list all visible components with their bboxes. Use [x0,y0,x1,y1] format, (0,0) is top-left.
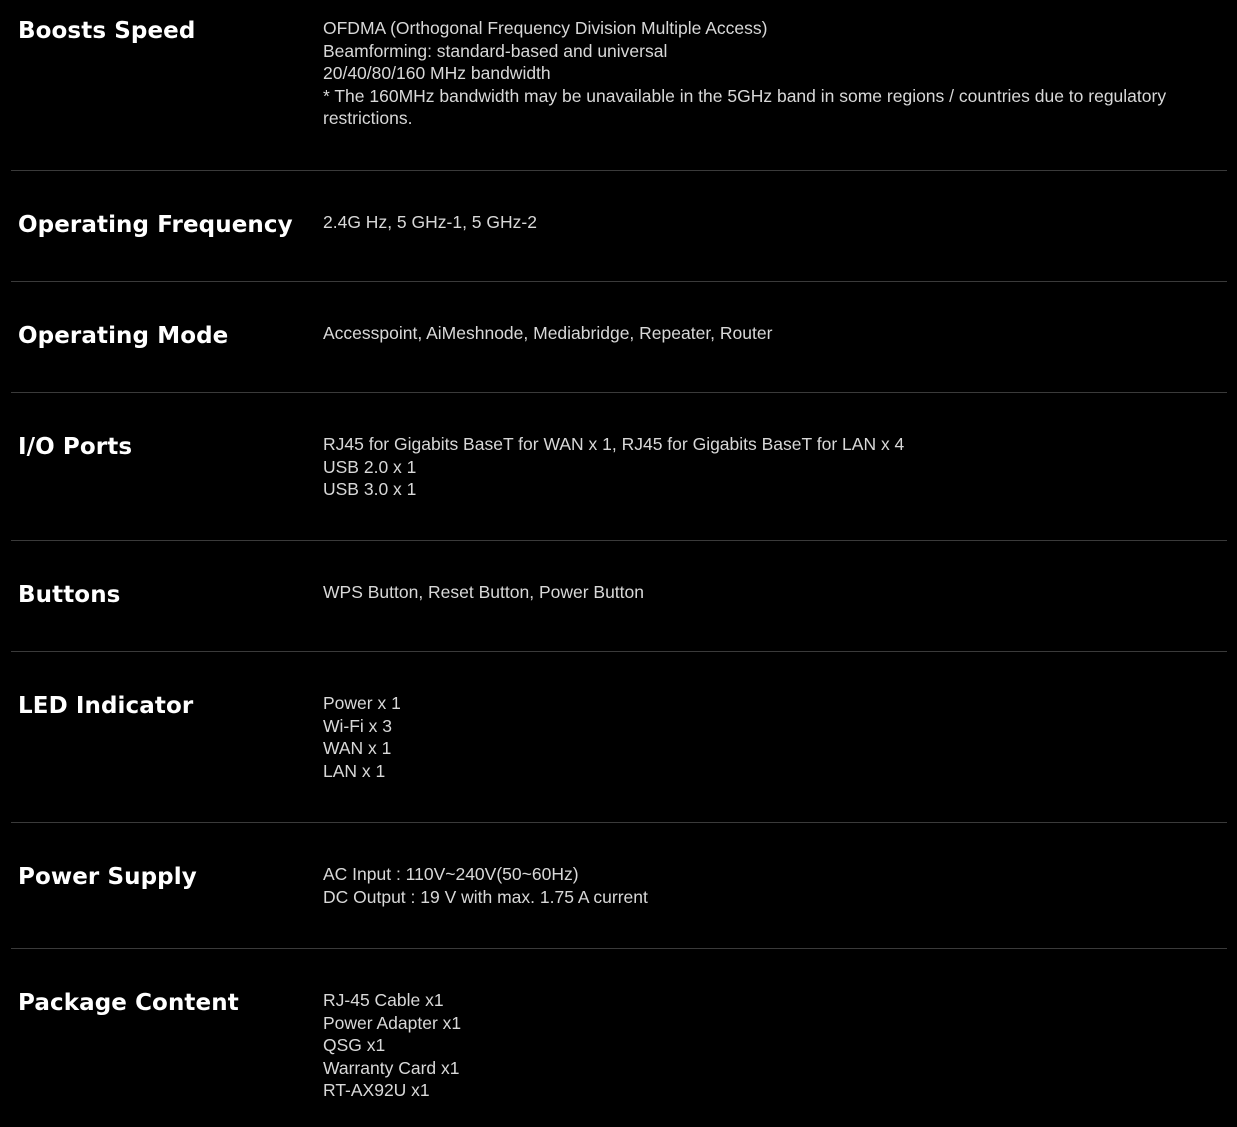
spec-value: 20/40/80/160 MHz bandwidth [323,63,551,83]
spec-value: RJ45 for Gigabits BaseT for WAN x 1, RJ45 for Gigabits BaseT for LAN x 4 [323,434,905,454]
spec-row-package-content [11,989,1227,1114]
spec-values [323,17,1213,130]
spec-value: WAN x 1 [323,738,392,758]
spec-value: RT-AX92U x1 [323,1080,430,1100]
spec-value: * The 160MHz bandwidth may be unavailable in the 5GHz band in some regions / countries due to regulatory restrictions. [323,85,1167,128]
spec-label: LED Indicator [18,693,194,719]
spec-values [323,211,1213,234]
spec-value: WPS Button, Reset Button, Power Button [323,582,644,602]
spec-label: Operating Mode [18,323,229,349]
spec-label: Boosts Speed [18,18,196,44]
spec-value: USB 3.0 x 1 [323,479,417,499]
spec-values [323,322,1213,345]
spec-value: Power x 1 [323,693,401,713]
row-divider [11,540,1227,541]
spec-label: Operating Frequency [18,212,293,238]
row-divider [11,822,1227,823]
spec-value: Power Adapter x1 [323,1012,462,1033]
spec-label: Buttons [18,582,121,608]
spec-row-buttons [11,581,1227,641]
spec-value: Warranty Card x1 [323,1057,460,1078]
row-divider [11,392,1227,393]
row-divider [11,948,1227,949]
spec-value: Wi-Fi x 3 [323,715,393,736]
row-divider [11,170,1227,171]
spec-row-power-supply [11,863,1227,938]
spec-value: OFDMA (Orthogonal Frequency Division Multiple Access) [323,18,768,38]
spec-value: 2.4G Hz, 5 GHz-1, 5 GHz-2 [323,212,537,232]
spec-values [323,863,1213,908]
spec-row-io-ports [11,433,1227,533]
spec-values [323,581,1213,604]
spec-value: USB 2.0 x 1 [323,456,417,477]
spec-value: LAN x 1 [323,760,386,781]
spec-values [323,989,1213,1102]
spec-value: QSG x1 [323,1035,386,1055]
spec-label: I/O Ports [18,434,133,460]
spec-value: RJ-45 Cable x1 [323,990,444,1010]
spec-values [323,433,1213,501]
row-divider [11,651,1227,652]
spec-value: AC Input : 110V~240V(50~60Hz) [323,864,579,884]
spec-row-boosts-speed [11,17,1227,167]
spec-row-operating-mode [11,322,1227,382]
spec-row-led-indicator [11,692,1227,812]
spec-label: Power Supply [18,864,197,890]
spec-value: Accesspoint, AiMeshnode, Mediabridge, Repeater, Router [323,323,773,343]
row-divider [11,281,1227,282]
spec-label: Package Content [18,990,239,1016]
spec-value: Beamforming: standard-based and universal [323,40,668,61]
spec-values [323,692,1213,782]
spec-value: DC Output : 19 V with max. 1.75 A current [323,886,648,907]
spec-row-operating-frequency [11,211,1227,271]
